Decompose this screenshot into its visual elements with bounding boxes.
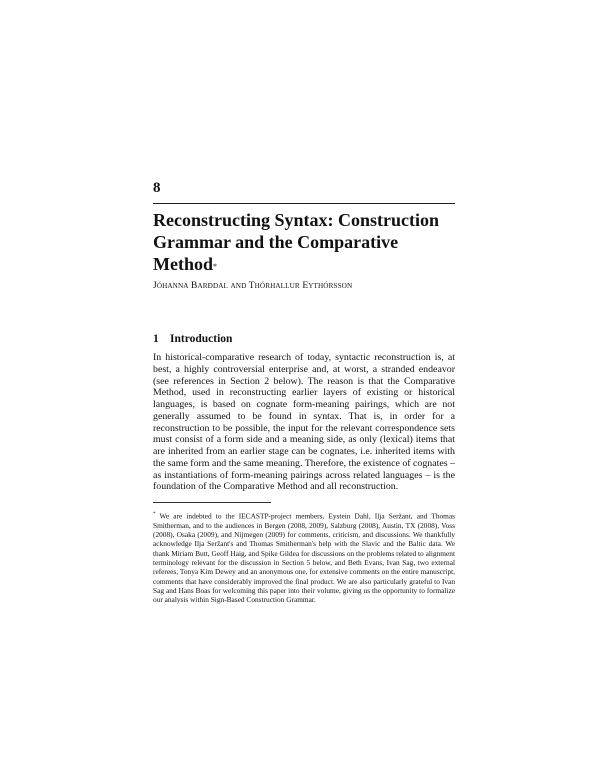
chapter-number: 8 (153, 180, 161, 196)
section-number: 1 (153, 333, 159, 345)
author-1: JÓHANNA BARÐDAL (153, 281, 229, 291)
title-footnote-marker: * (213, 262, 217, 271)
footnote-text: We are indebted to the IECASTP-project members, Eystein Dahl, Ilja Seržant, and Thomas Smitherman, and to the audiences in Bergen (2008, 2009), Salzburg (2008), Austin, TX (2008), Voss (2008), Osaka (2009), and Nijmegen (2009) for comments, criticism, and discussions. We thankfully acknowledge Ilja Seržant's and Thomas Smitherman's help with the Slavic and the Baltic data. We thank Miriam Butt, Geoff Haig, and Spike Gildea for discussions on the problems related to alignment terminology relevant for the discussion in Section 5 below, and Beth Evans, Ivan Sag, two external referees, Tonya Kim Dewey and an anonymous one, for extensive comments on the entire manuscript, comments that have considerably improved the final product. We are also particularly grateful to Ivan Sag and Hans Boas for welcoming this paper into their volume, giving us the opportunity to formalize our analysis within Sign-Based Construction Grammar. (153, 511, 455, 605)
authors-and: AND (230, 282, 247, 290)
title-line-2: Grammar and the Comparative (153, 232, 399, 252)
authors-line (153, 281, 352, 291)
section-title: Introduction (170, 333, 233, 345)
footnote-rule (153, 502, 271, 503)
footnote-marker: * (153, 512, 156, 517)
title-line-3: Method (153, 254, 213, 274)
body-paragraph: In historical-comparative research of today, syntactic reconstruction is, at best, a highly controversial enterprise and, at worst, a stranded endeavor (see references in Section 2 below). The reason is that the Comparative Method, used in reconstructing earlier layers of existing or historical languages, is based on cognate form-meaning pairings, which are not generally assumed to be found in syntax. That is, in order for a reconstruction to be possible, the input for the relevant correspondence sets must consist of a form side and a meaning side, as only (lexical) items that are inherited from an earlier stage can be cognates, i.e. inherited items with the same form and the same meaning. Therefore, the existence of cognates – as instantiations of form-meaning pairings across related languages – is the foundation of the Comparative Method and all reconstruction. (153, 352, 455, 493)
chapter-rule (153, 203, 455, 204)
footnote (153, 510, 455, 604)
author-2: THÓRHALLUR EYTHÓRSSON (248, 281, 353, 291)
chapter-title (153, 209, 463, 275)
section-heading (153, 333, 232, 345)
title-line-1: Reconstructing Syntax: Construction (153, 210, 439, 230)
